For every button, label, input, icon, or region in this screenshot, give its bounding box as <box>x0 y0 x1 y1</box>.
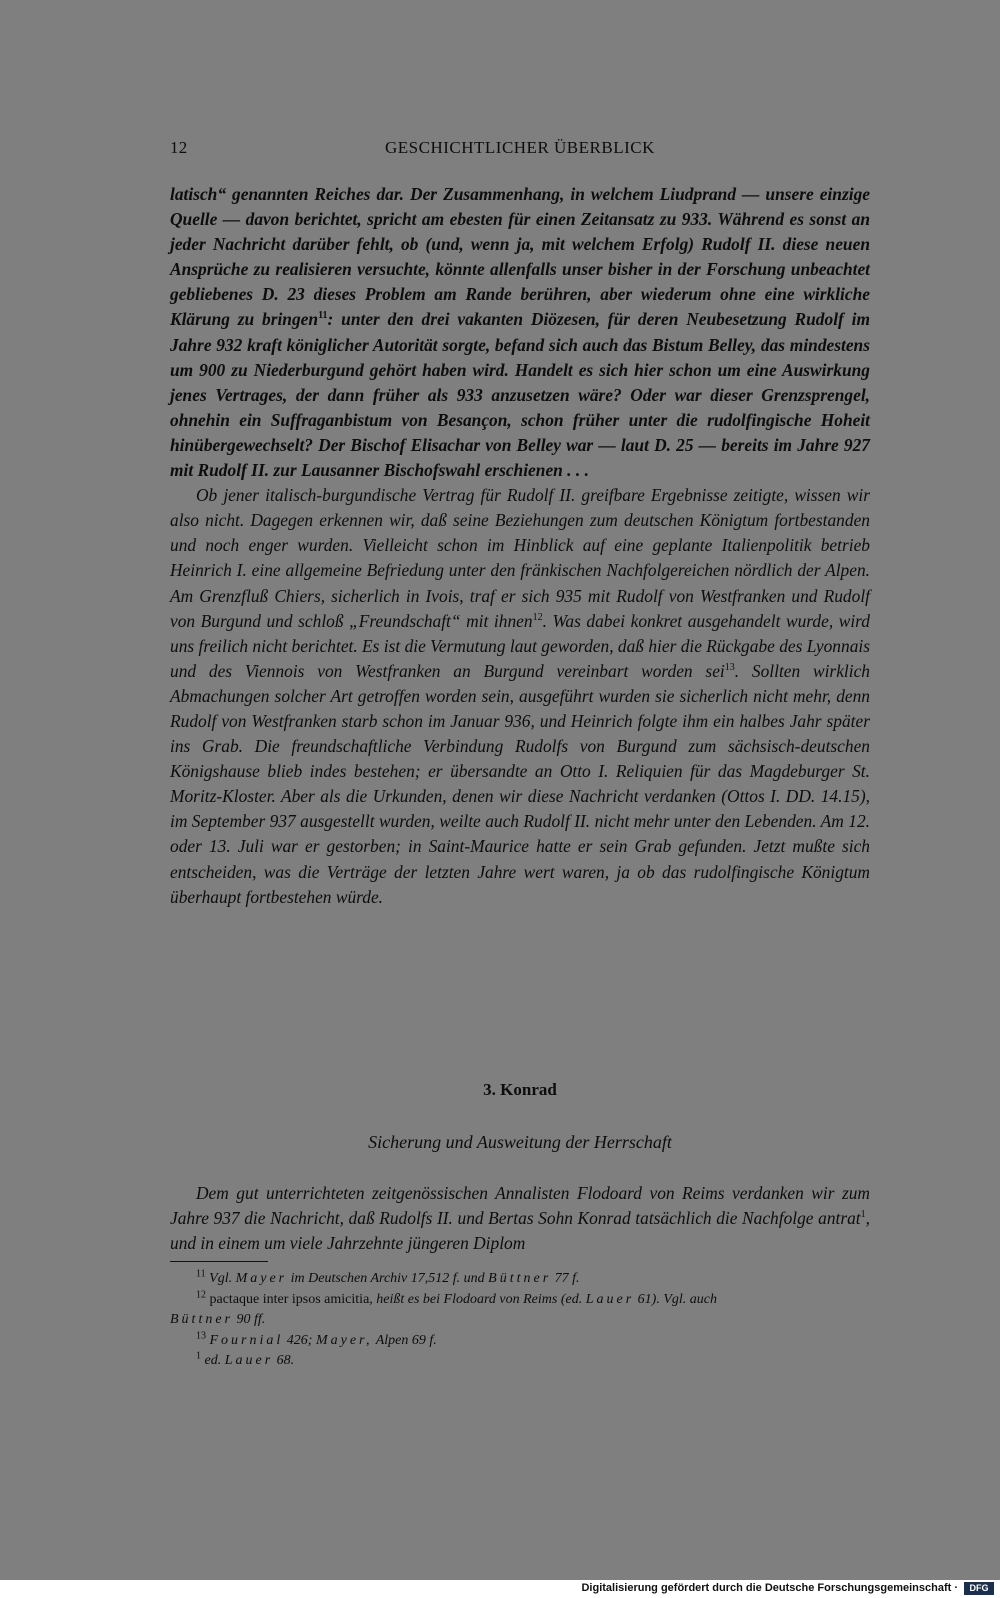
footnote-text: Vgl. <box>209 1271 236 1286</box>
latin-quote: pactaque inter ipsos amicitia, <box>209 1291 373 1307</box>
author-name: Lauer <box>224 1353 274 1368</box>
paragraph-1-continuation: : unter den drei vakanten Diözesen, für deren Neubesetzung Rudolf im Jahre 932 kraft königlicher Autorität sorgte, befand sich auch das Bistum Belley, das mindestens um 900 zu Niederburgund gehört haben wird. Handelt es sich hier schon um eine Auswirkung jenes Vertrages, der dann früher als 933 anzusetzen wäre? Oder war dieser Grenzsprengel, ohnehin ein Suffraganbistum von Besançon, schon früher unter die rudolfingische Hoheit hinübergewechselt? Der Bischof Elisachar von Belley war — laut D. 25 — bereits im Jahre 927 mit Rudolf II. zur Lausanner Bischofswahl erschienen . . . <box>170 309 870 481</box>
footnote-number: 13 <box>196 1329 206 1341</box>
body-text <box>170 182 870 910</box>
paragraph-1 <box>170 182 870 483</box>
dfg-logo-icon: DFG <box>964 1582 994 1595</box>
chapter-title: GESCHICHTLICHER ÜBERBLICK <box>385 138 655 157</box>
footnote-number: 1 <box>196 1350 201 1362</box>
funding-notice: Digitalisierung gefördert durch die Deutsche Forschungsgemeinschaft · <box>581 1582 958 1594</box>
footnote-ref-12: 12 <box>532 611 543 623</box>
section-text <box>170 1181 870 1256</box>
footnote-1 <box>170 1351 870 1372</box>
paragraph-2 <box>170 483 870 910</box>
section-paragraph-part-b: , und in einem um viele Jahrzehnte jüngeren Diplom <box>170 1208 870 1253</box>
footnote-text: 77 f. <box>551 1271 580 1286</box>
footnote-text: 90 ff. <box>233 1312 266 1327</box>
section-paragraph <box>170 1181 870 1256</box>
paragraph-2-part-a: Ob jener italisch-burgundische Vertrag für Rudolf II. greifbare Ergebnisse zeitigte, wissen wir also nicht. Dagegen erkennen wir, daß seine Beziehungen zum deutschen Königtum fortbestanden und noch enger wurden. Vielleicht schon im Hinblick auf eine geplante Italienpolitik betrieb Heinrich I. eine allgemeine Befriedung unter den fränkischen Nachfolgereichen nördlich der Alpen. Am Grenzfluß Chiers, sicherlich in Ivois, traf er sich 935 mit Rudolf von Westfranken und Rudolf von Burgund und schloß „Freundschaft“ mit ihnen <box>170 485 870 631</box>
footnote-text: 426; <box>283 1332 316 1348</box>
author-name: Lauer <box>585 1291 635 1307</box>
footnote-text: heißt es bei Flodoard von Reims (ed. <box>372 1291 586 1307</box>
section-subtitle: Sicherung und Ausweitung der Herrschaft <box>368 1132 672 1152</box>
section-heading: 3. Konrad <box>483 1080 557 1099</box>
footnote-ref-11: 11 <box>318 310 328 322</box>
footnote-number: 11 <box>196 1268 206 1280</box>
footnote-text: Alpen 69 f. <box>372 1332 437 1348</box>
footnote-12 <box>170 1290 870 1311</box>
paragraph-2-part-b: . Was dabei konkret ausgehandelt wurde, wird uns freilich nicht berichtet. Es ist die Vermutung laut geworden, daß hier die Rückgabe des Lyonnais und des Viennois von Westfranken an Burgund vereinbart worden sei <box>170 610 871 681</box>
footnote-text: 61). Vgl. auch <box>634 1291 717 1307</box>
footnote-12-continuation <box>170 1310 870 1331</box>
author-name: Fournial <box>209 1332 284 1348</box>
author-name: Büttner <box>488 1271 552 1286</box>
footnote-text: im Deutschen Archiv 17,512 f. und <box>287 1271 489 1286</box>
footnote-number: 12 <box>196 1288 206 1300</box>
footnote-divider <box>170 1261 268 1262</box>
author-name: Mayer <box>235 1271 288 1286</box>
author-name: Mayer, <box>315 1332 373 1348</box>
footnote-ref-13: 13 <box>724 661 735 673</box>
author-name: Büttner <box>170 1312 233 1327</box>
footnote-text: ed. <box>201 1353 225 1368</box>
section-paragraph-part-a: Dem gut unterrichteten zeitgenössischen Annalisten Flodoard von Reims verdanken wir zum Jahre 937 die Nachricht, daß Rudolfs II. und Bertas Sohn Konrad tatsächlich die Nachfolge antrat <box>170 1183 870 1228</box>
footnote-ref-1: 1 <box>860 1209 866 1221</box>
paragraph-2-part-c: . Sollten wirklich Abmachungen solcher Art getroffen worden sein, ausgeführt wurden sie sicherlich nicht mehr, denn Rudolf von Westfranken starb schon im Januar 936, und Heinrich folgte ihm ein halbes Jahr später ins Grab. Die freundschaftliche Verbindung Rudolfs von Burgund zum sächsisch-deutschen Königshause blieb indes bestehen; er übersandte an Otto I. Reliquien für das Magdeburger St. Moritz-Kloster. Aber als die Urkunden, denen wir diese Nachricht verdanken (Ottos I. DD. 14.15), im September 937 ausgestellt wurden, weilte auch Rudolf II. nicht mehr unter den Lebenden. Am 12. oder 13. Juli war er gestorben; in Saint-Maurice hatte er sein Grab gefunden. Jetzt mußte sich entscheiden, was die Verträge der letzten Jahre wert waren, ja ob das rudolfingische Königtum überhaupt fortbestehen würde. <box>170 660 870 907</box>
paragraph-1-text: latisch“ genannten Reiches dar. Der Zusammenhang, in welchem Liudprand — unsere einzige Quelle — davon berichtet, spricht am ebesten für einen Zeitansatz zu 933. Während es sonst an jeder Nachricht darüber fehlt, ob (und, wenn ja, mit welchem Erfolg) Rudolf II. diese neuen Ansprüche zu realisieren versuchte, könnte allenfalls unser bisher in der Forschung unbeachtet gebliebenes D. 23 dieses Problem am Rande berühren, aber wiederum ohne eine wirkliche Klärung zu bringen <box>170 184 870 330</box>
footnote-13 <box>170 1331 870 1352</box>
footnote-11 <box>170 1269 870 1290</box>
footnote-text: 68. <box>273 1353 295 1368</box>
footnotes <box>170 1269 870 1372</box>
running-head <box>170 138 870 162</box>
footer-bar <box>0 1580 1000 1598</box>
page-number: 12 <box>170 138 188 157</box>
